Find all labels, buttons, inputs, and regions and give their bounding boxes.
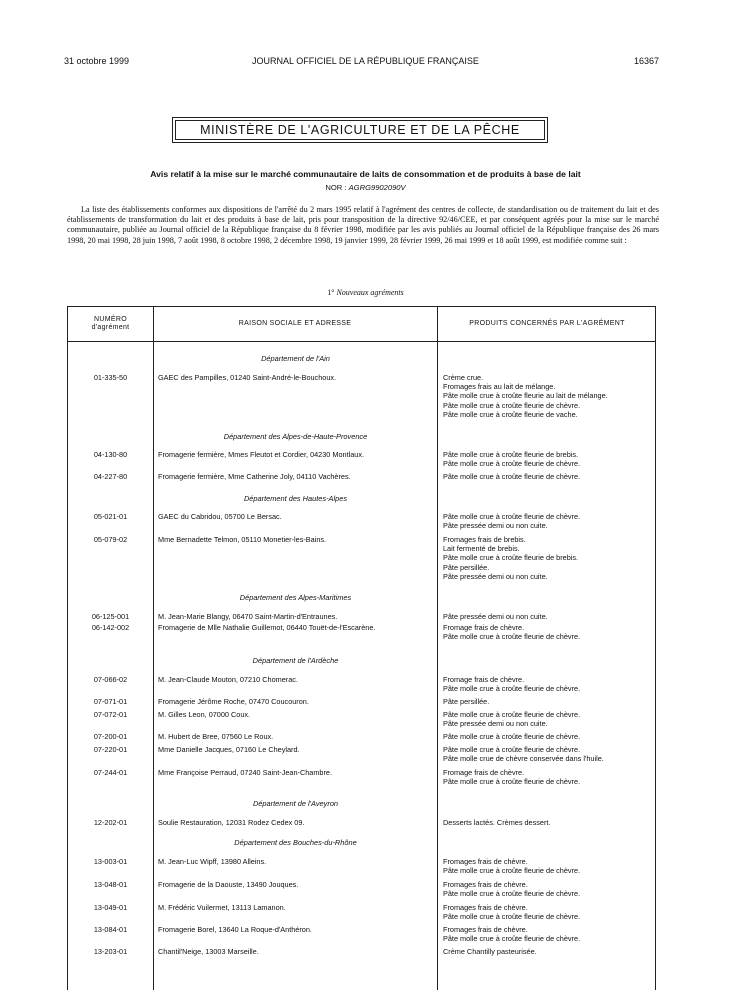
agrement-number: 07-244-01 <box>93 768 128 777</box>
header-date: 31 octobre 1999 <box>64 56 130 66</box>
raison-sociale: M. Jean-Luc Wipff, 13980 Alleins. <box>158 857 267 866</box>
department-heading: Département des Hautes-Alpes <box>243 494 348 503</box>
produit-line: Fromages frais de brebis. <box>443 535 526 544</box>
produit-line: Pâte molle crue à croûte fleurie de chèvre. <box>443 632 581 642</box>
produits-list <box>443 450 580 468</box>
section-title <box>0 288 731 297</box>
produit-line: Pâte molle crue à croûte fleurie de chèvre. <box>443 866 581 876</box>
raison-sociale: M. Jean-Claude Mouton, 07210 Chomerac. <box>158 675 298 684</box>
agrement-number: 13-203-01 <box>93 947 128 956</box>
produit-line: Pâte persillée. <box>443 562 490 572</box>
produits-list <box>443 535 578 581</box>
column-header-raison: RAISON SOCIALE ET ADRESSE <box>238 320 352 327</box>
raison-sociale: Fromagerie fermière, Mme Catherine Joly, 04110 Vachères. <box>158 472 351 481</box>
avis-title: Avis relatif à la mise sur le marché communautaire de laits de consommation et de produits à base de lait <box>150 169 581 179</box>
intro-paragraph <box>67 205 659 246</box>
agrement-number: 13-084-01 <box>93 925 128 934</box>
produit-line: Pâte molle crue à croûte fleurie de vache. <box>443 409 578 419</box>
produit-line: Fromages frais de chèvre. <box>443 880 528 889</box>
produit-line: Pâte molle crue à croûte fleurie de chèvre. <box>443 459 581 469</box>
raison-sociale: M. Frédéric Vuilermet, 13113 Lamanon. <box>158 903 286 912</box>
agrement-number: 06-142-002 <box>91 623 130 632</box>
page-number: 16367 <box>633 56 659 66</box>
intro-text: La liste des établissements conformes aux dispositions de l'arrêté du 2 mars 1995 relatif à l'agrément des centres de collecte, de standardisation ou de traitement du lait et des établissements de transformation du lait et des produits à base de lait, pris pour transposition de la directive 92/46/CEE, et par conséquent agréés pour la mise sur le marché communautaire, publiée au Journal officiel de la République française du 8 février 1998, modifiée par les avis publiés au Journal officiel de la République française des 26 mars 1998, 20 mai 1998, 28 juin 1998, 7 août 1998, 8 octobre 1998, 2 décembre 1998, 19 janvier 1999, 28 février 1999, 26 mai 1999 et 18 août 1999, est modifiée comme suit : <box>67 205 659 245</box>
agrement-number: 07-200-01 <box>93 732 128 741</box>
produit-line: Pâte pressée demi ou non cuite. <box>443 719 548 729</box>
produits-list <box>443 925 580 943</box>
produit-line: Pâte molle crue à croûte fleurie de chèvre. <box>443 732 581 741</box>
produits-list <box>443 512 580 530</box>
section-number: 1° <box>327 288 335 297</box>
produit-line: Pâte pressée demi ou non cuite. <box>443 612 548 621</box>
department-heading: Département de l'Aveyron <box>252 799 339 808</box>
raison-sociale: M. Jean-Marie Blangy, 06470 Saint-Martin-d'Entraunes. <box>158 612 338 621</box>
department-heading: Département de l'Ain <box>261 354 330 363</box>
produit-line: Pâte molle crue à croûte fleurie de brebis. <box>443 553 579 563</box>
produits-list <box>443 472 580 481</box>
raison-sociale: Mme Françoise Perraud, 07240 Saint-Jean-Chambre. <box>158 768 332 777</box>
produits-list <box>443 732 580 741</box>
produits-list <box>443 612 548 621</box>
nor-code: AGRG9902090V <box>348 183 406 192</box>
agrement-number: 07-071-01 <box>93 697 128 706</box>
agrement-number: 07-220-01 <box>93 745 128 754</box>
produit-line: Pâte molle crue à croûte fleurie de chèvre. <box>443 684 581 694</box>
produit-line: Fromage frais de chèvre. <box>443 623 525 632</box>
agrement-number: 06-125-001 <box>91 612 130 621</box>
raison-sociale: GAEC du Cabridou, 05700 Le Bersac. <box>158 512 282 521</box>
produits-list <box>443 857 580 875</box>
raison-sociale: Chantil'Neige, 13003 Marseille. <box>158 947 259 956</box>
produits-list <box>443 710 580 728</box>
agrement-number: 07-072-01 <box>93 710 128 719</box>
nor-reference <box>0 183 731 192</box>
raison-sociale: Fromagerie de la Daouste, 13490 Jouques. <box>158 880 299 889</box>
produit-line: Pâte molle crue à croûte fleurie de chèvre. <box>443 777 581 787</box>
produit-line: Fromage frais de chèvre. <box>443 768 525 777</box>
raison-sociale: Fromagerie Borel, 13640 La Roque-d'Anthéron. <box>158 925 312 934</box>
department-heading: Département de l'Ardèche <box>252 656 339 665</box>
produit-line: Pâte molle crue à croûte fleurie au lait de mélange. <box>443 391 608 401</box>
agrement-number: 13-049-01 <box>93 903 128 912</box>
produit-line: Pâte molle crue à croûte fleurie de chèvre. <box>443 512 581 521</box>
produits-list <box>443 675 580 693</box>
department-heading: Département des Bouches-du-Rhône <box>234 838 357 847</box>
column-header-produits: PRODUITS CONCERNÉS PAR L'AGRÉMENT <box>469 320 625 327</box>
produit-line: Pâte molle crue de chèvre conservée dans l'huile. <box>443 754 604 764</box>
raison-sociale: Fromagerie fermière, Mmes Fleutot et Cordier, 04230 Montlaux. <box>158 450 365 459</box>
produits-list <box>443 768 580 786</box>
produit-line: Fromages frais de chèvre. <box>443 903 528 912</box>
ministry-box <box>172 117 548 143</box>
produit-line: Fromage frais de chèvre. <box>443 675 525 684</box>
produit-line: Desserts lactés. Crèmes dessert. <box>443 818 551 827</box>
produit-line: Pâte pressée demi ou non cuite. <box>443 521 548 531</box>
produits-list <box>443 947 537 956</box>
produits-list <box>443 697 489 706</box>
produits-list <box>443 818 550 827</box>
produits-list <box>443 623 580 641</box>
produit-line: Pâte molle crue à croûte fleurie de chèvre. <box>443 400 581 410</box>
produit-line: Fromages frais au lait de mélange. <box>443 382 556 392</box>
agrement-number: 05-021-01 <box>93 512 128 521</box>
raison-sociale: M. Gilles Leon, 07000 Coux. <box>158 710 251 719</box>
produit-line: Pâte molle crue à croûte fleurie de chèvre. <box>443 710 581 719</box>
produit-line: Pâte molle crue à croûte fleurie de chèvre. <box>443 934 581 944</box>
column-divider <box>437 307 438 990</box>
department-heading: Département des Alpes-Maritimes <box>239 593 352 602</box>
agrement-number: 13-048-01 <box>93 880 128 889</box>
produit-line: Pâte molle crue à croûte fleurie de brebis. <box>443 450 579 459</box>
column-header-numero-line2: d'agrément <box>91 324 130 331</box>
produit-line: Crème Chantilly pasteurisée. <box>443 947 537 956</box>
column-header-numero <box>68 316 153 332</box>
nor-label: NOR : <box>325 183 347 192</box>
produit-line: Crème crue. <box>443 373 484 382</box>
produit-line: Lait fermenté de brebis. <box>443 544 520 554</box>
agrement-number: 01-335-50 <box>93 373 128 382</box>
raison-sociale: Mme Bernadette Telmon, 05110 Monetier-les-Bains. <box>158 535 327 544</box>
produit-line: Pâte persillée. <box>443 697 490 706</box>
raison-sociale: Soulie Restauration, 12031 Rodez Cedex 09. <box>158 818 305 827</box>
raison-sociale: Fromagerie Jérôme Roche, 07470 Coucouron. <box>158 697 309 706</box>
produit-line: Pâte pressée demi ou non cuite. <box>443 571 548 581</box>
produits-list <box>443 903 580 921</box>
agrement-number: 04-130-80 <box>93 450 128 459</box>
produit-line: Pâte molle crue à croûte fleurie de chèvre. <box>443 745 581 754</box>
header-divider <box>68 341 655 342</box>
raison-sociale: Fromagerie de Mlle Nathalie Guillemot, 06440 Touët-de-l'Escarène. <box>158 623 376 632</box>
column-header-numero-line1: NUMÉRO <box>94 316 127 323</box>
agrement-number: 13-003-01 <box>93 857 128 866</box>
produits-list <box>443 373 608 419</box>
produit-line: Pâte molle crue à croûte fleurie de chèvre. <box>443 912 581 922</box>
agrements-table <box>67 306 656 990</box>
department-heading: Département des Alpes-de-Haute-Provence <box>223 432 368 441</box>
agrement-number: 07-066-02 <box>93 675 128 684</box>
ministry-title: MINISTÈRE DE L'AGRICULTURE ET DE LA PÊCHE <box>175 120 545 140</box>
column-divider <box>153 307 154 990</box>
agrement-number: 05-079-02 <box>93 535 128 544</box>
produit-line: Fromages frais de chèvre. <box>443 857 528 866</box>
produit-line: Pâte molle crue à croûte fleurie de chèvre. <box>443 889 581 899</box>
section-label: Nouveaux agréments <box>336 288 404 297</box>
produit-line: Fromages frais de chèvre. <box>443 925 528 934</box>
agrement-number: 04-227-80 <box>93 472 128 481</box>
raison-sociale: Mme Danielle Jacques, 07160 Le Cheylard. <box>158 745 300 754</box>
produits-list <box>443 880 580 898</box>
produits-list <box>443 745 604 763</box>
journal-title: JOURNAL OFFICIEL DE LA RÉPUBLIQUE FRANÇAISE <box>252 56 479 66</box>
agrement-number: 12-202-01 <box>93 818 128 827</box>
raison-sociale: M. Hubert de Bree, 07560 Le Roux. <box>158 732 274 741</box>
produit-line: Pâte molle crue à croûte fleurie de chèvre. <box>443 472 581 481</box>
raison-sociale: GAEC des Pampilles, 01240 Saint-André-le-Bouchoux. <box>158 373 337 382</box>
